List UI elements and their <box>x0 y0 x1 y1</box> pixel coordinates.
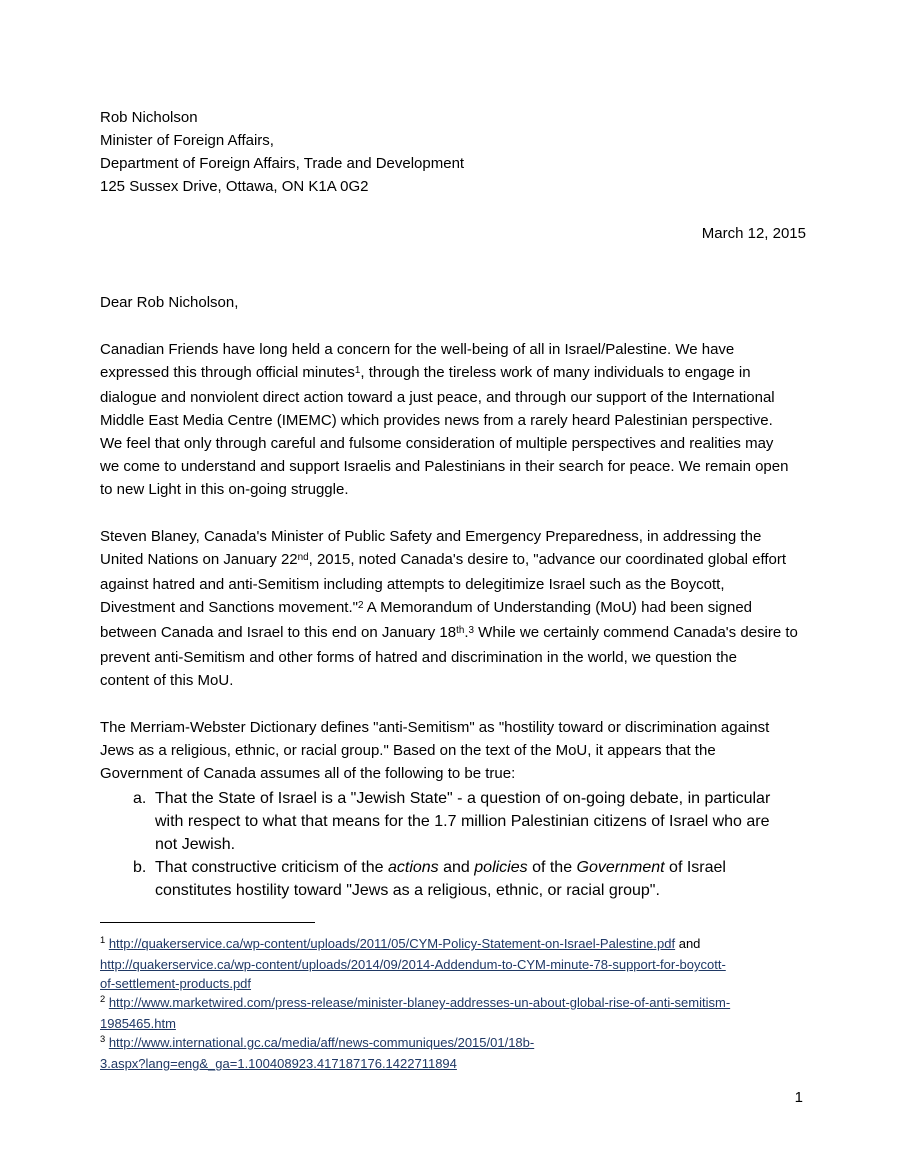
text-line <box>100 455 806 478</box>
list-item-b <box>100 856 806 902</box>
footnote-link[interactable]: http://www.international.gc.ca/media/aff/news-communiques/2015/01/18b- <box>108 1035 535 1050</box>
text-line: 125 Sussex Drive, Ottawa, ON K1A 0G2 <box>100 178 369 195</box>
text-run: constitutes hostility toward "Jews as a religious, ethnic, or racial group". <box>155 882 660 899</box>
text-line <box>100 478 806 501</box>
text-run: While we certainly commend Canada's desire to <box>474 624 798 641</box>
text-run: The Merriam-Webster Dictionary defines "anti-Semitism" as "hostility toward or discrimination against <box>100 719 770 736</box>
salutation: Dear Rob Nicholson, <box>100 294 239 311</box>
footnotes <box>100 934 806 1073</box>
text-line <box>100 1014 806 1033</box>
text-run: , 2015, noted Canada's desire to, "advance our coordinated global effort <box>308 551 787 568</box>
text-line <box>100 934 806 955</box>
text-line <box>100 596 806 621</box>
superscript-marker: 1 <box>100 935 106 946</box>
list-marker-b: b. <box>133 859 147 876</box>
text-run: expressed this through official minutes <box>100 364 355 381</box>
text-run: and <box>675 936 701 951</box>
text-run: United Nations on January 22 <box>100 551 298 568</box>
text-line <box>100 573 806 596</box>
text-line <box>100 762 806 785</box>
recipient-address <box>100 106 806 198</box>
text-line <box>100 716 806 739</box>
footnote-link[interactable]: 3.aspx?lang=eng&_ga=1.100408923.417187176.1422711894 <box>100 1056 457 1071</box>
text-run: A Memorandum of Understanding (MoU) had been signed <box>363 599 753 616</box>
text-run: between Canada and Israel to this end on January 18 <box>100 624 457 641</box>
text-line <box>100 548 806 573</box>
text-run: actions <box>387 859 439 876</box>
text-run: not Jewish. <box>155 836 236 853</box>
superscript-marker: 3 <box>100 1034 106 1045</box>
text-line: Department of Foreign Affairs, Trade and Development <box>100 155 465 172</box>
footnote-separator <box>100 922 315 923</box>
paragraph-definition <box>100 716 806 785</box>
text-run: we come to understand and support Israelis and Palestinians in their search for peace. We remain open <box>100 458 789 475</box>
assumptions-list <box>100 787 806 902</box>
text-line <box>155 810 806 833</box>
text-line <box>100 1033 806 1054</box>
footnote-1 <box>100 934 806 993</box>
text-run: Steven Blaney, Canada's Minister of Public Safety and Emergency Preparedness, in addressing the <box>100 528 762 545</box>
text-run: against hatred and anti-Semitism including attempts to delegitimize Israel such as the Boycott, <box>100 576 725 593</box>
text-line <box>100 1054 806 1073</box>
text-run: dialogue and nonviolent direct action toward a just peace, and through our support of the International <box>100 389 775 406</box>
text-line <box>100 409 806 432</box>
text-line <box>100 621 806 646</box>
text-run: That constructive criticism of the <box>155 859 388 876</box>
superscript-marker: 2 <box>357 599 364 611</box>
text-run: content of this MoU. <box>100 672 234 689</box>
superscript-marker: 1 <box>354 364 361 376</box>
text-line <box>155 833 806 856</box>
footnote-link[interactable]: http://quakerservice.ca/wp-content/uploads/2014/09/2014-Addendum-to-CYM-minute-78-support-for-boycott- <box>100 957 726 972</box>
text-line <box>100 669 806 692</box>
text-line: Minister of Foreign Affairs, <box>100 132 274 149</box>
text-line <box>155 879 806 902</box>
text-run: of the <box>527 859 577 876</box>
letter-content <box>100 106 806 1073</box>
text-line <box>100 646 806 669</box>
text-line <box>100 739 806 762</box>
text-line <box>100 386 806 409</box>
list-item-a-text <box>155 787 806 856</box>
superscript-marker: 3 <box>468 624 475 636</box>
superscript-marker: th <box>456 624 465 636</box>
text-run: Divestment and Sanctions movement." <box>100 599 358 616</box>
footnote-link[interactable]: 1985465.htm <box>100 1016 176 1031</box>
text-run: That the State of Israel is a "Jewish State" - a question of on-going debate, in particular <box>155 790 771 807</box>
text-line <box>100 955 806 974</box>
text-run: Jews as a religious, ethnic, or racial group." Based on the text of the MoU, it appears that the <box>100 742 716 759</box>
text-run: Government of Canada assumes all of the following to be true: <box>100 765 516 782</box>
paragraph-blaney-mou <box>100 525 806 692</box>
text-line <box>100 525 806 548</box>
superscript-marker: nd <box>297 551 309 563</box>
text-run: Middle East Media Centre (IMEMC) which provides news from a rarely heard Palestinian perspective. <box>100 412 773 429</box>
footnote-link[interactable]: of-settlement-products.pdf <box>100 976 252 991</box>
text-line <box>100 993 806 1014</box>
list-item-a <box>100 787 806 856</box>
text-run: . <box>464 624 469 641</box>
text-line <box>100 361 806 386</box>
text-line <box>155 856 806 879</box>
text-run: prevent anti-Semitism and other forms of hatred and discrimination in the world, we question the <box>100 649 737 666</box>
list-item-b-text <box>155 856 806 902</box>
footnote-link[interactable]: http://quakerservice.ca/wp-content/uploads/2011/05/CYM-Policy-Statement-on-Israel-Palestine.pdf <box>108 936 676 951</box>
footnote-link[interactable]: http://www.marketwired.com/press-release/minister-blaney-addresses-un-about-global-rise-of-anti-semitism- <box>108 995 731 1010</box>
text-line <box>155 787 806 810</box>
text-run: Canadian Friends have long held a concern for the well-being of all in Israel/Palestine. We have <box>100 341 735 358</box>
text-line <box>100 974 806 993</box>
text-run: , through the tireless work of many individuals to engage in <box>360 364 751 381</box>
text-run: to new Light in this on-going struggle. <box>100 481 349 498</box>
text-run: with respect to what that means for the 1.7 million Palestinian citizens of Israel who are <box>155 813 770 830</box>
list-marker-a: a. <box>133 790 147 807</box>
page-number: 1 <box>794 1089 803 1106</box>
footnote-2 <box>100 993 806 1033</box>
text-line: Rob Nicholson <box>100 109 198 126</box>
footnote-3 <box>100 1033 806 1073</box>
text-run: of Israel <box>664 859 726 876</box>
text-run: policies <box>474 859 528 876</box>
paragraph-concern <box>100 338 806 501</box>
text-line <box>100 432 806 455</box>
text-run: and <box>438 859 475 876</box>
text-run: We feel that only through careful and fulsome consideration of multiple perspectives and realities may <box>100 435 774 452</box>
text-run: Government <box>576 859 665 876</box>
text-line <box>100 338 806 361</box>
letter-date: March 12, 2015 <box>701 225 806 242</box>
superscript-marker: 2 <box>100 994 106 1005</box>
